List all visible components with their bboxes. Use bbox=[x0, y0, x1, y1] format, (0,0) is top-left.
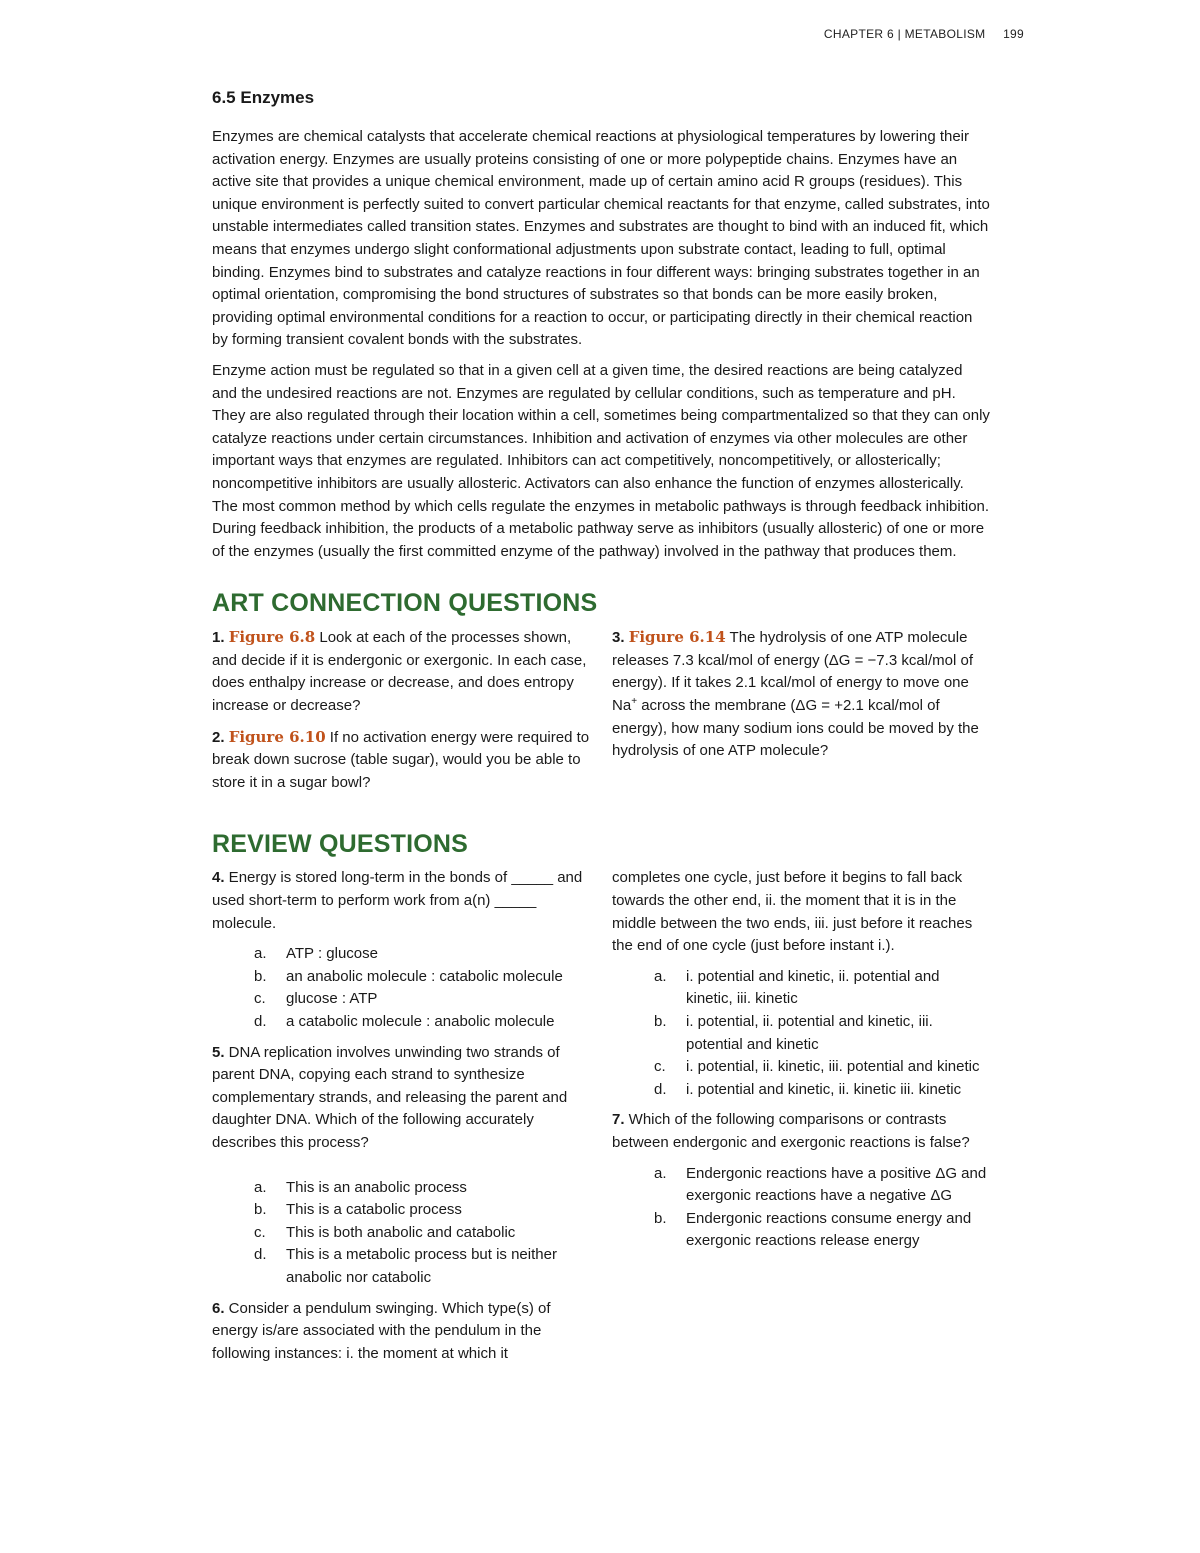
question-number: 2. bbox=[212, 728, 225, 746]
answer-options bbox=[612, 966, 990, 1102]
option-text: i. potential and kinetic, ii. potential and kinetic, iii. kinetic bbox=[686, 967, 940, 1008]
option-text: i. potential, ii. kinetic, iii. potential and kinetic bbox=[686, 1058, 980, 1076]
question-text: Look at each of the processes shown, and decide if it is endergonic or exergonic. In each case, does enthalpy increase or decrease, and does entropy increase or decrease? bbox=[212, 629, 587, 715]
figure-link[interactable]: Figure 6.8 bbox=[228, 628, 316, 647]
figure-link[interactable]: Figure 6.10 bbox=[228, 727, 326, 746]
question-7 bbox=[612, 1109, 990, 1154]
option-text: a catabolic molecule : anabolic molecule bbox=[286, 1013, 555, 1030]
option-text: This is a metabolic process but is neither anabolic nor catabolic bbox=[286, 1246, 557, 1286]
question-text: Consider a pendulum swinging. Which type(s) of energy is/are associated with the pendulum in the following instances: i. the moment at which it bbox=[212, 1299, 551, 1362]
option-letter: b. bbox=[254, 1201, 267, 1219]
page-number: 199 bbox=[1003, 27, 1024, 41]
option-letter: a. bbox=[254, 945, 267, 963]
answer-option bbox=[212, 1011, 590, 1034]
body-paragraph: Enzyme action must be regulated so that in a given cell at a given time, the desired reactions are being catalyzed and the undesired reactions are not. Enzymes are regulated by cellular conditions, such as temperature and pH. They are also regulated through their location within a cell, sometimes being compartmentalized so that they can only catalyze reactions under certain circumstances. Inhibition and activation of enzymes via other molecules are other important ways that enzymes are regulated. Inhibitors can act competitively, noncompetitively, or allosterically; noncompetitive inhibitors are usually allosteric. Activators can also enhance the function of enzymes allosterically. The most common method by which cells regulate the enzymes in metabolic pathways is through feedback inhibition. During feedback inhibition, the products of a metabolic pathway serve as inhibitors (usually allosteric) of one or more of the enzymes (usually the first committed enzyme of the pathway) involved in the pathway that produces them. bbox=[212, 361, 990, 560]
question-5 bbox=[212, 1042, 590, 1155]
answer-option bbox=[212, 1222, 590, 1245]
option-letter: a. bbox=[254, 1178, 267, 1196]
spacer bbox=[212, 1155, 590, 1177]
answer-option bbox=[212, 1244, 590, 1289]
option-letter: d. bbox=[654, 1080, 667, 1098]
left-column bbox=[212, 626, 590, 802]
option-text: Endergonic reactions have a positive ΔG and exergonic reactions have a negative ΔG bbox=[686, 1164, 987, 1205]
answer-options bbox=[212, 943, 590, 1033]
option-text: ATP : glucose bbox=[286, 945, 378, 963]
question-number: 3. bbox=[612, 629, 625, 647]
option-letter: a. bbox=[654, 967, 667, 985]
option-letter: c. bbox=[654, 1058, 666, 1076]
question-6 bbox=[212, 1298, 590, 1366]
art-connection-heading: ART CONNECTION QUESTIONS bbox=[212, 589, 598, 618]
answer-option bbox=[212, 943, 590, 966]
section-title: 6.5 Enzymes bbox=[212, 88, 315, 107]
figure-link[interactable]: Figure 6.14 bbox=[628, 628, 726, 647]
option-text: This is a catabolic process bbox=[286, 1201, 462, 1219]
question-number: 7. bbox=[612, 1111, 625, 1129]
question-text-cont: across the membrane (ΔG = +2.1 kcal/mol of energy), how many sodium ions could be moved by the hydrolysis of one ATP molecule? bbox=[612, 697, 979, 760]
answer-option bbox=[212, 966, 590, 989]
running-header bbox=[824, 27, 1024, 41]
right-column bbox=[612, 867, 990, 1373]
option-text: This is both anabolic and catabolic bbox=[286, 1223, 516, 1241]
question-6-continued: completes one cycle, just before it begins to fall back towards the other end, ii. the moment that it is in the middle between the two ends, iii. just before it reaches the end of one cycle (just before instant i.). bbox=[612, 869, 973, 955]
page-content bbox=[212, 88, 990, 1373]
option-letter: c. bbox=[254, 1223, 266, 1241]
body-paragraph: Enzymes are chemical catalysts that accelerate chemical reactions at physiological temperatures by lowering their activation energy. Enzymes are usually proteins consisting of one or more polypeptide chains. Enzymes have an active site that provides a unique chemical environment, made up of certain amino acid R groups (residues). This unique environment is perfectly suited to convert particular chemical reactants for that enzyme, called substrates, into unstable intermediates called transition states. Enzymes and substrates are thought to bind with an induced fit, which means that enzymes undergo slight conformational adjustments upon substrate contact, leading to full, optimal binding. Enzymes bind to substrates and catalyze reactions in four different ways: bringing substrates together in an optimal orientation, compromising the bond structures of substrates so that bonds can be more easily broken, providing optimal environmental conditions for a reaction to occur, or participating directly in their chemical reaction by forming transient covalent bonds with the substrates. bbox=[212, 128, 990, 349]
question-text: The hydrolysis of one ATP molecule releases 7.3 kcal/mol of energy (ΔG = −7.3 kcal/mol of energy). If it takes 2.1 kcal/mol of energy to move one Na bbox=[612, 629, 974, 715]
answer-option bbox=[612, 1208, 990, 1253]
option-letter: b. bbox=[654, 1209, 667, 1227]
question-3 bbox=[612, 626, 990, 763]
option-letter: d. bbox=[254, 1013, 267, 1030]
review-heading: REVIEW QUESTIONS bbox=[212, 830, 469, 859]
right-column bbox=[612, 626, 990, 802]
question-text: DNA replication involves unwinding two strands of parent DNA, copying each strand to synthesize complementary strands, and releasing the parent and daughter DNA. Which of the following accurately describes this process? bbox=[212, 1043, 568, 1151]
question-2 bbox=[212, 726, 590, 795]
question-text: If no activation energy were required to break down sucrose (table sugar), would you be able to store it in a sugar bowl? bbox=[212, 728, 590, 791]
option-text: Endergonic reactions consume energy and exergonic reactions release energy bbox=[686, 1209, 972, 1250]
question-4 bbox=[212, 867, 590, 935]
answer-option bbox=[212, 988, 590, 1011]
answer-option bbox=[612, 1079, 990, 1102]
answer-option bbox=[612, 1056, 990, 1079]
option-letter: a. bbox=[654, 1164, 667, 1182]
answer-options bbox=[212, 1177, 590, 1290]
answer-option bbox=[612, 1011, 990, 1056]
answer-options bbox=[612, 1163, 990, 1253]
question-number: 1. bbox=[212, 629, 225, 647]
question-1 bbox=[212, 626, 590, 717]
question-number: 4. bbox=[212, 869, 225, 887]
option-text: i. potential, ii. potential and kinetic, iii. potential and kinetic bbox=[686, 1013, 933, 1053]
answer-option bbox=[212, 1177, 590, 1200]
question-number: 6. bbox=[212, 1299, 225, 1317]
art-connection-columns bbox=[212, 626, 990, 802]
superscript-plus: + bbox=[631, 696, 638, 708]
option-text: This is an anabolic process bbox=[286, 1178, 467, 1196]
question-text: Energy is stored long-term in the bonds of _____ and used short-term to perform work from a(n) _____ molecule. bbox=[212, 869, 583, 932]
chapter-title: CHAPTER 6 | METABOLISM bbox=[823, 27, 986, 41]
question-number: 5. bbox=[212, 1043, 225, 1061]
option-letter: c. bbox=[254, 990, 266, 1008]
review-columns bbox=[212, 867, 990, 1373]
option-letter: b. bbox=[654, 1013, 667, 1030]
option-letter: b. bbox=[254, 967, 267, 985]
option-text: glucose : ATP bbox=[286, 990, 378, 1008]
left-column bbox=[212, 867, 590, 1373]
option-letter: d. bbox=[254, 1246, 267, 1264]
question-text: Which of the following comparisons or contrasts between endergonic and exergonic reactions is false? bbox=[612, 1111, 970, 1151]
answer-option bbox=[212, 1199, 590, 1222]
option-text: an anabolic molecule : catabolic molecule bbox=[286, 967, 563, 985]
answer-option bbox=[612, 1163, 990, 1208]
answer-option bbox=[612, 966, 990, 1011]
option-text: i. potential and kinetic, ii. kinetic iii. kinetic bbox=[686, 1080, 962, 1098]
